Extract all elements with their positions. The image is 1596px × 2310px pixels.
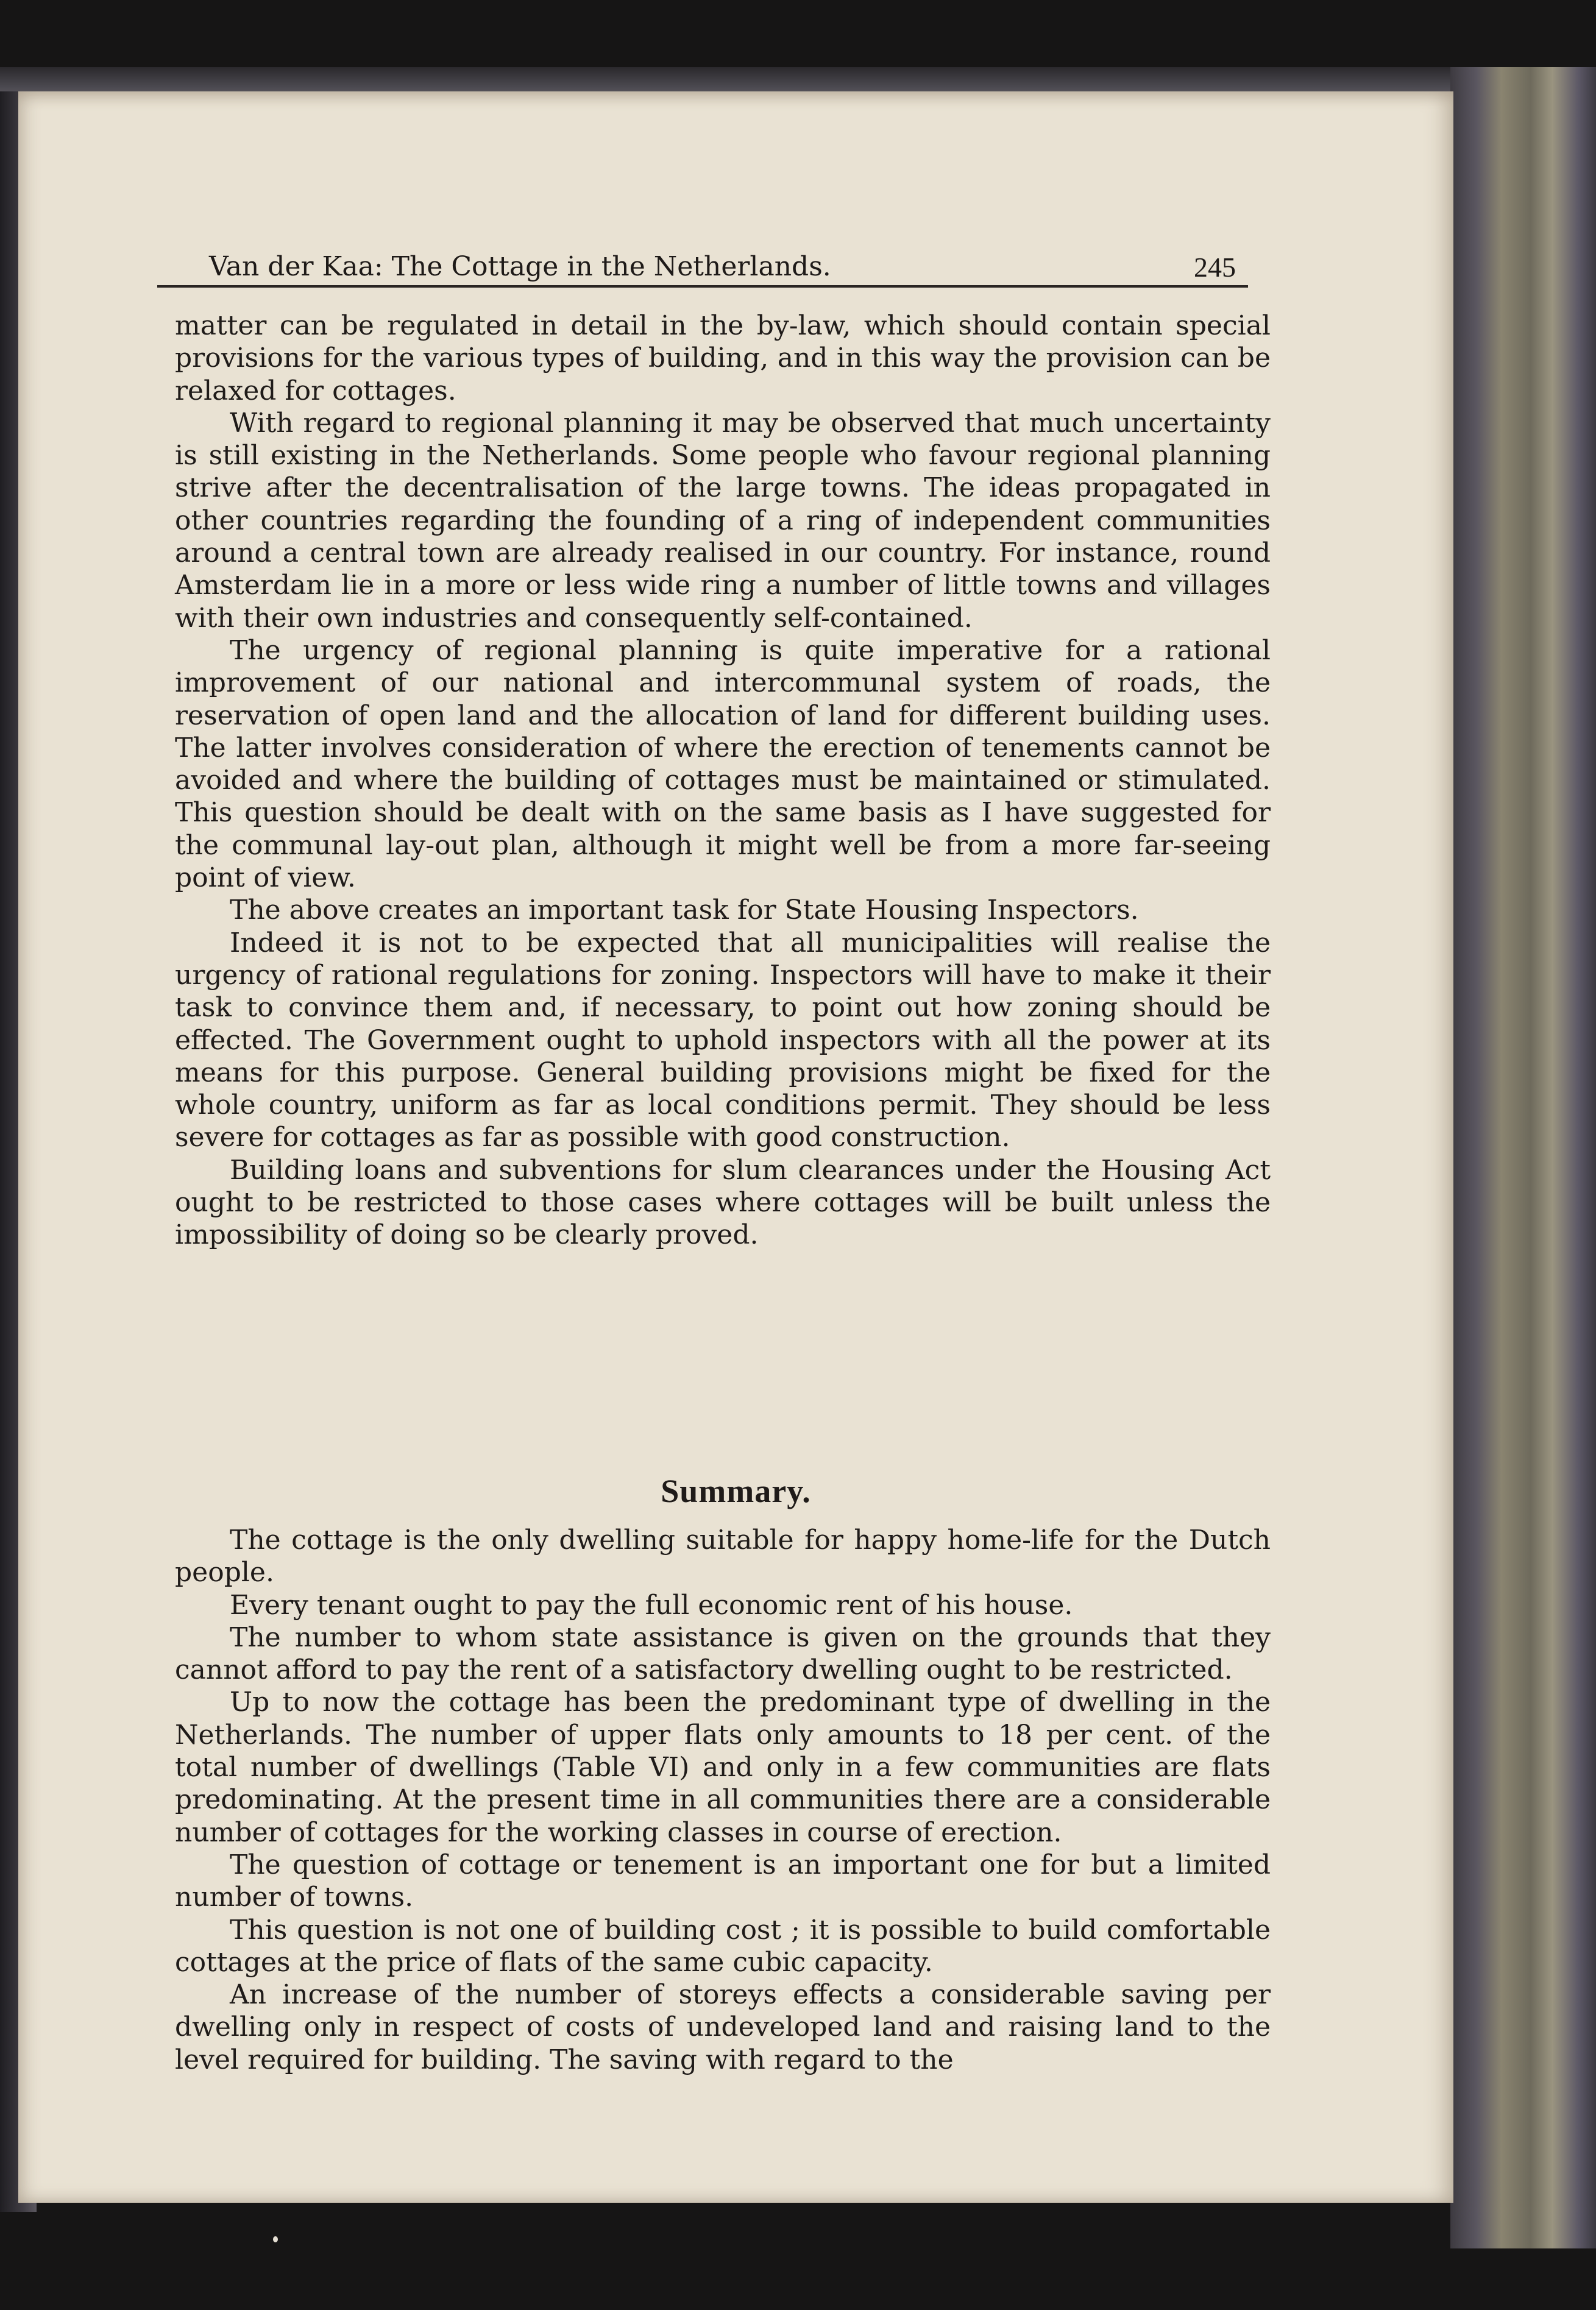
book-binding-right: [1450, 67, 1596, 2248]
summary-heading: Summary.: [661, 1473, 811, 1509]
page-number: 245: [1194, 252, 1236, 283]
summary-text: [175, 1524, 1271, 2076]
dust-speck: [273, 2236, 278, 2242]
paragraph: Up to now the cottage has been the predominant type of dwelling in the Netherlands. The number of upper flats only amounts to 18 per cent. of the total number of dwellings (Table VI) and only in a few communities are flats predominating. At the present time in all communities there are a considerable number of cottages for the working classes in course of erection.: [175, 1687, 1271, 1848]
body-text: [175, 310, 1271, 1252]
paragraph: The question of cottage or tenement is an important one for but a limited number of towns.: [175, 1849, 1271, 1913]
paragraph: The number to whom state assistance is given on the grounds that they cannot afford to pay the rent of a satisfactory dwelling ought to be restricted.: [175, 1621, 1271, 1686]
paragraph: Every tenant ought to pay the full economic rent of his house.: [230, 1589, 1073, 1621]
paragraph: The cottage is the only dwelling suitable for happy home-life for the Dutch people.: [175, 1525, 1271, 1589]
header-rule: [157, 285, 1248, 288]
paragraph: With regard to regional planning it may be observed that much uncertainty is still existing in the Netherlands. Some people who favour regional planning strive after the decentralisation of the large towns. The ideas propagated in other countries regarding the founding of a ring of independent communities around a central town are already realised in our country. For instance, round Amsterdam lie in a more or less wide ring a number of little towns and villages with their own industries and consequently self-contained.: [175, 407, 1271, 634]
paragraph: Building loans and subventions for slum clearances under the Housing Act ought to be restricted to those cases where cottages will be built unless the impossibility of doing so be clearly proved.: [175, 1154, 1271, 1251]
running-title: Van der Kaa: The Cottage in the Netherlands.: [209, 251, 831, 282]
paragraph: matter can be regulated in detail in the by-law, which should contain special provisions for the various types of building, and in this way the provision can be relaxed for cottages.: [175, 310, 1271, 406]
paragraph: An increase of the number of storeys effects a considerable saving per dwelling only in respect of costs of undeveloped land and raising land to the level required for building. The saving with regard to the: [175, 1979, 1271, 2075]
paragraph: The urgency of regional planning is quite imperative for a rational improvement of our national and intercommunal system of roads, the reservation of open land and the allocation of land for different building uses. The latter involves consideration of where the erection of tenements cannot be avoided and where the building of cottages must be maintained or stimulated. This question should be dealt with on the same basis as I have suggested for the communal lay-out plan, although it might well be from a more far-seeing point of view.: [175, 634, 1271, 894]
paragraph: This question is not one of building cost ; it is possible to build comfortable cottages at the price of flats of the same cubic capacity.: [175, 1914, 1271, 1978]
paragraph: Indeed it is not to be expected that all municipalities will realise the urgency of rational regulations for zoning. Inspectors will have to make it their task to convince them and, if necessary, to point out how zoning should be effected. The Government ought to uphold inspectors with all the power at its means for this purpose. General building provisions might be fixed for the whole country, uniform as far as local conditions permit. They should be less severe for cottages as far as possible with good construction.: [175, 927, 1271, 1153]
paragraph: The above creates an important task for State Housing Inspectors.: [230, 895, 1139, 926]
book-page: [18, 91, 1453, 2203]
